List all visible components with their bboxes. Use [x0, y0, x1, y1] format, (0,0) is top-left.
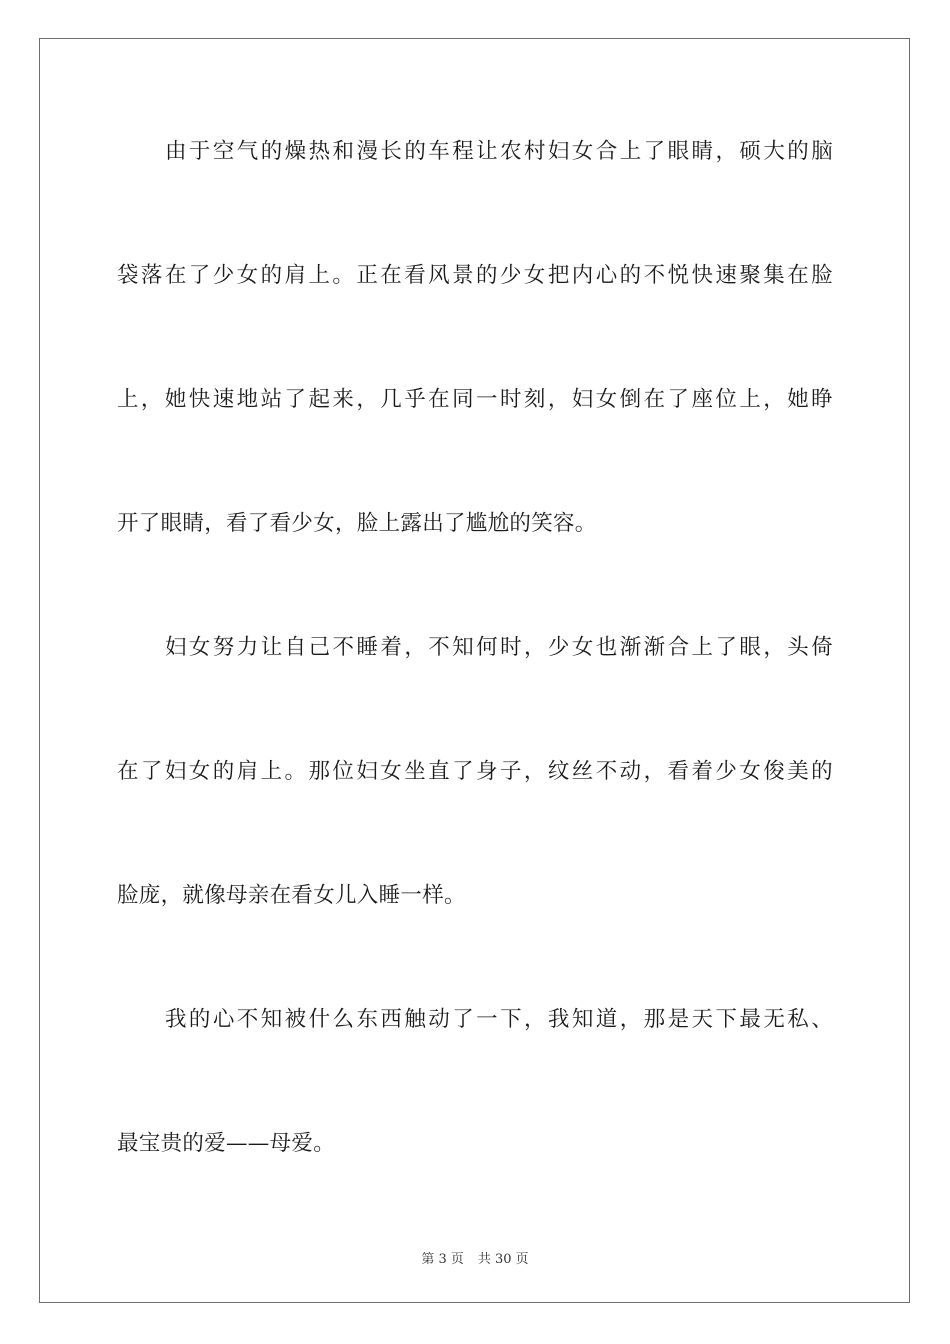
- paragraph-3-line-2: 最宝贵的爱——母爱。: [117, 1131, 336, 1156]
- paragraph-2-line-3: 脸庞，就像母亲在看女儿入睡一样。: [117, 883, 466, 908]
- paragraph-1-line-1: 由于空气的燥热和漫长的车程让农村妇女合上了眼睛，硕大的脑: [165, 139, 833, 164]
- paragraph-1-line-2: 袋落在了少女的肩上。正在看风景的少女把内心的不悦快速聚集在脸: [117, 263, 833, 288]
- document-body: [117, 128, 833, 1244]
- page-number: 第 3 页: [421, 1252, 464, 1267]
- page-total: 共 30 页: [477, 1252, 529, 1267]
- paragraph-3-line-1: 我的心不知被什么东西触动了一下，我知道，那是天下最无私、: [165, 1007, 833, 1032]
- page-footer: [0, 1248, 950, 1267]
- paragraph-1-line-4: 开了眼睛，看了看少女，脸上露出了尴尬的笑容。: [117, 511, 597, 536]
- paragraph-1-line-3: 上，她快速地站了起来，几乎在同一时刻，妇女倒在了座位上，她睁: [117, 387, 833, 412]
- paragraph-2-line-1: 妇女努力让自己不睡着，不知何时，少女也渐渐合上了眼，头倚: [165, 635, 833, 660]
- paragraph-2-line-2: 在了妇女的肩上。那位妇女坐直了身子，纹丝不动，看着少女俊美的: [117, 759, 833, 784]
